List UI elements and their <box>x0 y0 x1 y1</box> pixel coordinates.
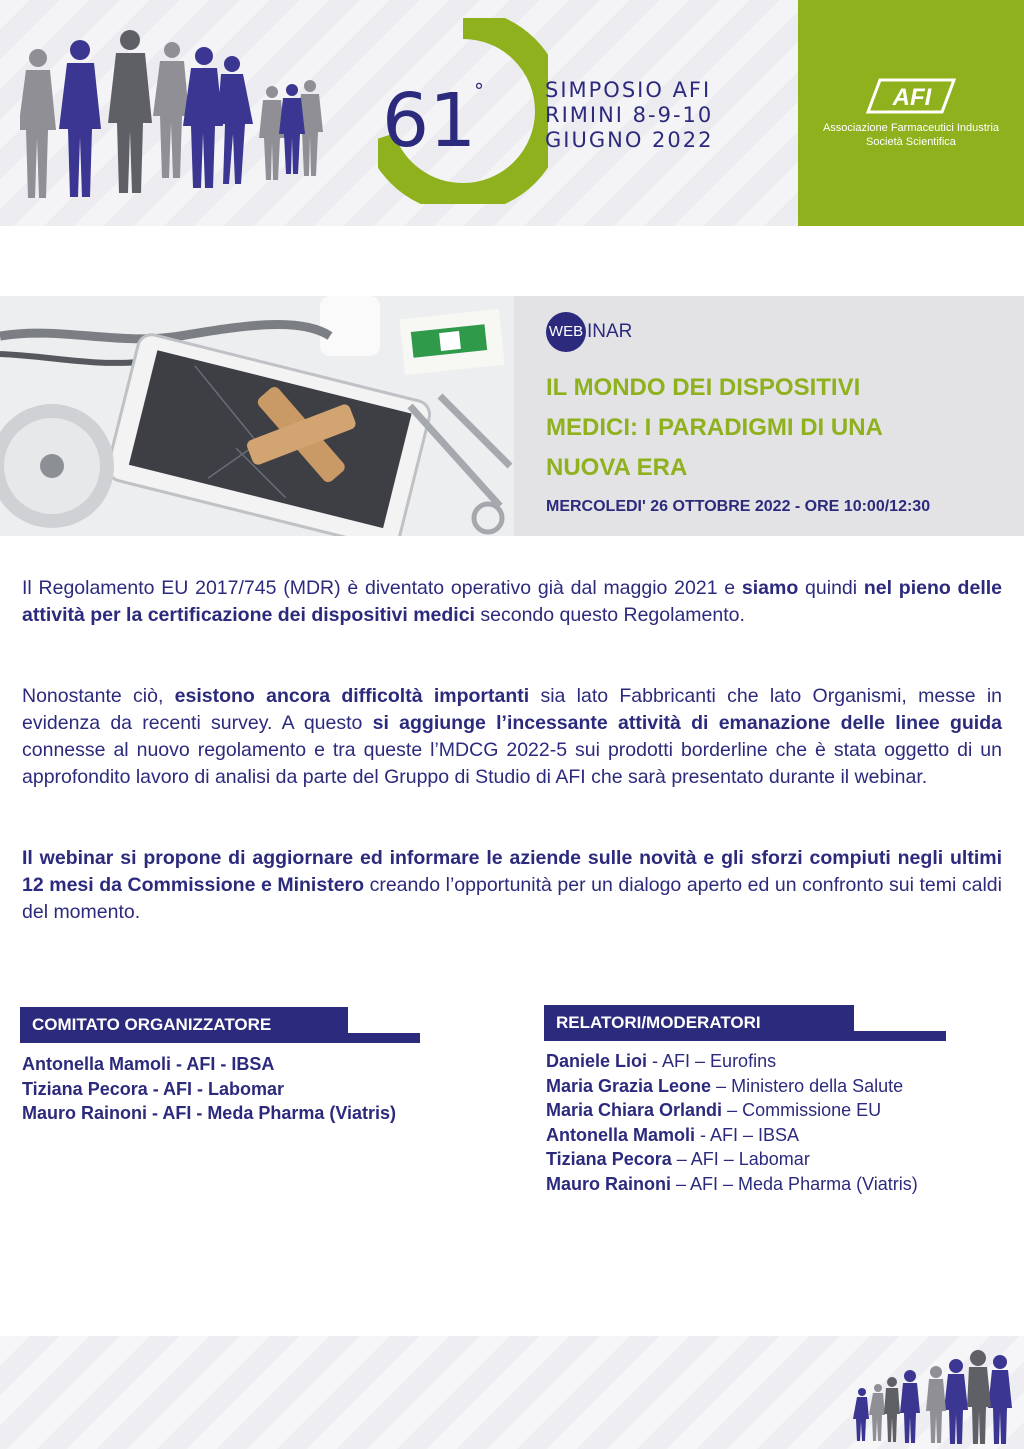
footer-band <box>0 1336 1024 1449</box>
text-run: quindi <box>798 577 864 599</box>
people-silhouettes-illustration <box>852 1344 1014 1444</box>
person-row <box>22 1077 396 1102</box>
symposium-info <box>545 78 785 153</box>
text-run: creando l’opportunità per un dialogo aperto ed un confronto sui temi caldi del momento. <box>22 874 1002 923</box>
person-affiliation: – AFI – Labomar <box>671 1149 810 1169</box>
webinar-badge-rest: INAR <box>587 321 633 342</box>
cracked-phone-stethoscope-photo <box>0 296 514 536</box>
person-row <box>546 1172 918 1197</box>
person-affiliation: - AFI – Eurofins <box>647 1051 777 1071</box>
text-run: connesse al nuovo regolamento e tra queste l’MDCG 2022-5 sui prodotti borderline che è stata oggetto di un approfondito lavoro di analisi da parte del Gruppo di Studio di AFI che sarà presentato durante il webinar. <box>22 739 1002 788</box>
person-name: Daniele Lioi <box>546 1051 648 1071</box>
person-row <box>546 1147 918 1172</box>
webinar-badge-circle: WEB <box>546 312 586 352</box>
person-row <box>546 1074 918 1099</box>
person-affiliation: – AFI – Meda Pharma (Viatris) <box>671 1173 918 1194</box>
person-name: Antonella Mamoli <box>546 1124 696 1145</box>
person-name: Maria Grazia Leone <box>546 1075 712 1096</box>
text-run: sia lato Fabbricanti che lato Organismi, messe in evidenza da recenti survey. A questo <box>22 685 1002 734</box>
webinar-title-line-2: MEDICI: I PARADIGMI DI UNA <box>546 414 883 441</box>
symposium-line-1: SIMPOSIO AFI <box>545 78 712 102</box>
edition-degree: ° <box>474 79 484 103</box>
intro-paragraph <box>22 575 1002 629</box>
person-name: Tiziana Pecora <box>546 1149 672 1169</box>
speakers-list <box>546 1049 918 1196</box>
person-row <box>546 1123 918 1148</box>
person-row <box>22 1101 396 1126</box>
organizers-heading: COMITATO ORGANIZZATORE <box>20 1007 348 1043</box>
edition-61-logo <box>378 18 548 204</box>
text-run: Il webinar si propone di aggiornare ed informare le aziende sulle novità e gli sforzi compiuti negli ultimi 12 mesi da Commissione e Ministero <box>22 847 1002 896</box>
afi-subtitle: Società Scientifica <box>866 136 956 148</box>
person-name: Tiziana Pecora - AFI - Labomar <box>22 1078 285 1099</box>
person-affiliation: – Ministero della Salute <box>711 1075 904 1096</box>
text-run: secondo questo Regolamento. <box>474 604 745 626</box>
person-affiliation: - AFI – IBSA <box>695 1124 800 1145</box>
context-paragraph <box>22 683 1002 791</box>
header-banner <box>0 0 1024 226</box>
edition-number: 61 <box>382 78 477 164</box>
text-run: Il Regolamento EU 2017/745 (MDR) è diventato operativo già dal maggio 2021 e <box>22 577 742 599</box>
webinar-title-line-3: NUOVA ERA <box>546 454 688 481</box>
text-run: nel pieno delle attività per la certificazione dei dispositivi medici <box>22 577 1002 626</box>
person-row <box>546 1098 918 1123</box>
speakers-heading: RELATORI/MODERATORI <box>544 1005 854 1041</box>
person-name: Maria Chiara Orlandi <box>546 1100 723 1120</box>
person-row <box>546 1049 918 1074</box>
text-run: esistono ancora difficoltà importanti <box>174 685 530 707</box>
person-name: Mauro Rainoni - AFI - Meda Pharma (Viatris) <box>22 1103 397 1123</box>
symposium-line-2: RIMINI 8-9-10 <box>545 103 714 127</box>
person-row <box>22 1052 396 1077</box>
webinar-title-line-1: IL MONDO DEI DISPOSITIVI <box>546 374 861 401</box>
afi-brand-panel <box>798 0 1024 226</box>
webinar-title <box>546 368 1006 488</box>
people-silhouettes-illustration <box>20 28 330 198</box>
organizers-list <box>22 1052 396 1126</box>
text-run: siamo <box>741 577 799 599</box>
symposium-line-3: GIUGNO 2022 <box>545 128 714 152</box>
afi-name: Associazione Farmaceutici Industria <box>822 122 1000 134</box>
text-run: Nonostante ciò, <box>22 685 175 707</box>
afi-logo <box>860 76 960 116</box>
purpose-paragraph <box>22 845 1002 926</box>
text-run: si aggiunge l’incessante attività di emanazione delle linee guida <box>372 712 1002 734</box>
webinar-date: MERCOLEDI' 26 OTTOBRE 2022 - ORE 10:00/12:30 <box>546 498 931 515</box>
person-affiliation: – Commissione EU <box>722 1100 882 1120</box>
afi-logo-text: AFI <box>892 84 932 111</box>
person-name: Mauro Rainoni <box>546 1173 671 1194</box>
person-name: Antonella Mamoli - AFI - IBSA <box>22 1054 275 1074</box>
